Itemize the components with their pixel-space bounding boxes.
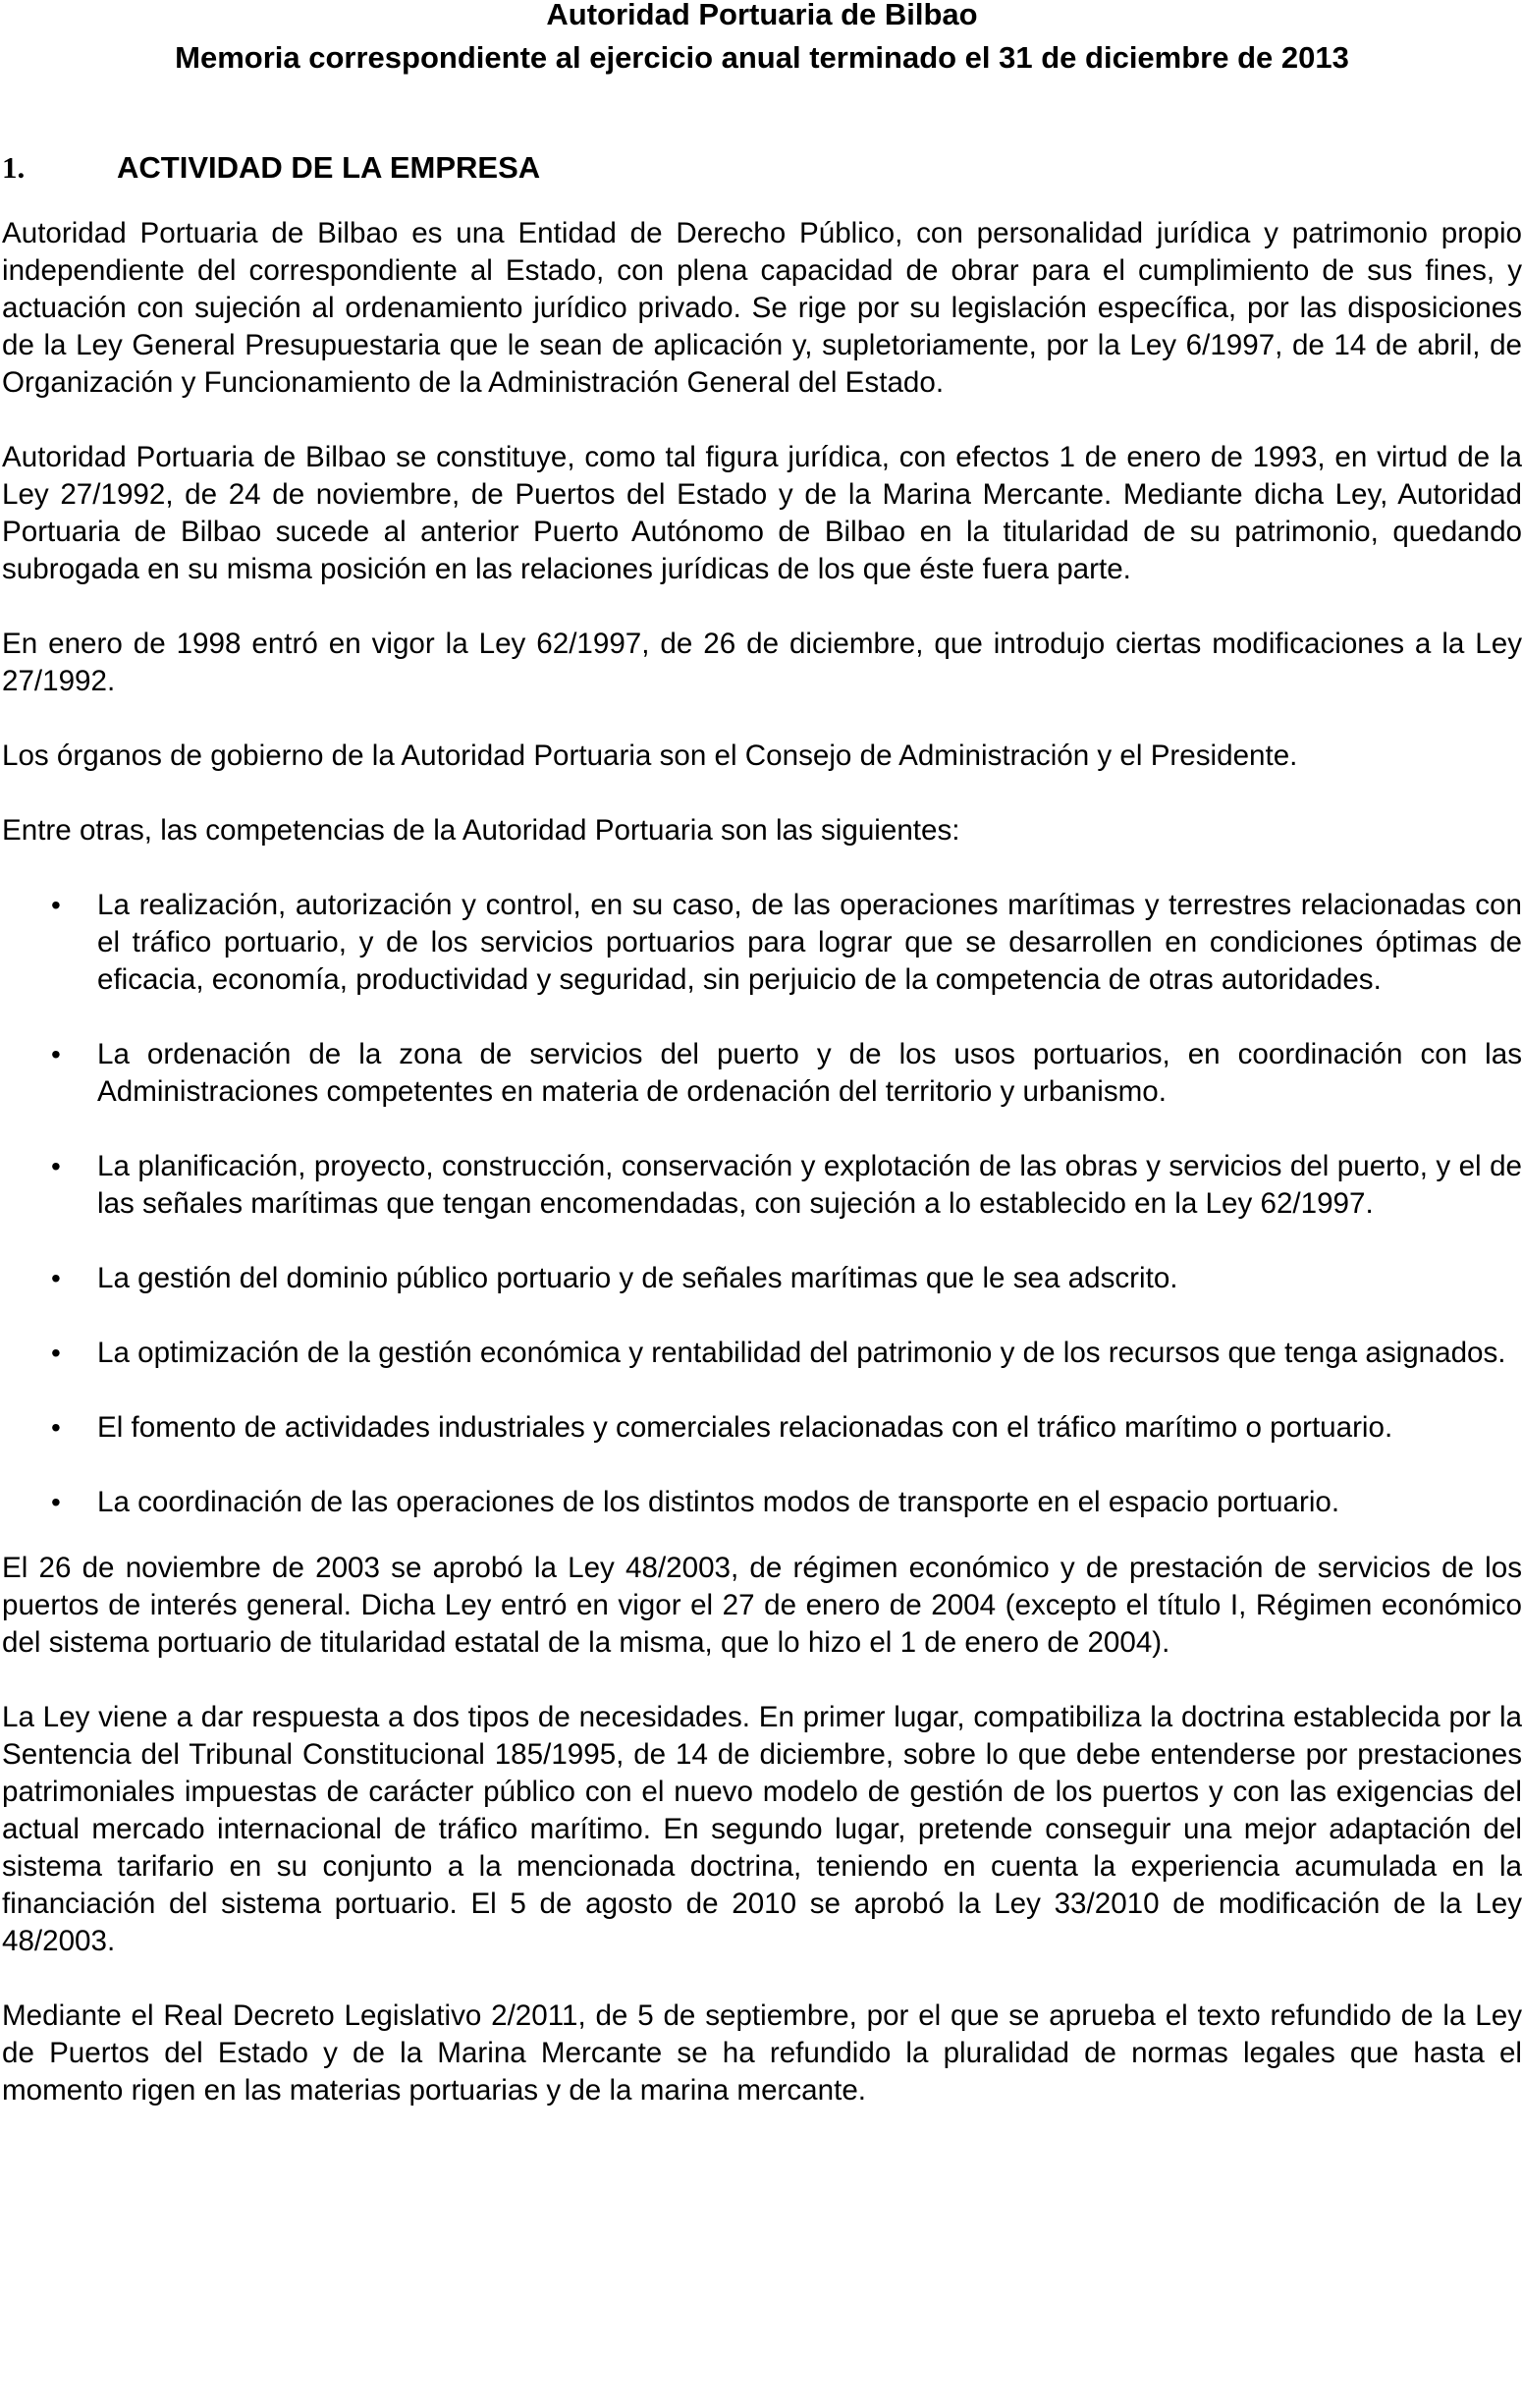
list-item xyxy=(2,1335,1522,1372)
section-heading xyxy=(2,149,1522,187)
paragraph: Autoridad Portuaria de Bilbao se constituye, como tal figura jurídica, con efectos 1 de enero de 1993, en virtud de la Ley 27/1992, de 24 de noviembre, de Puertos del Estado y de la Marina Mercante. Mediante dicha Ley, Autoridad Portuaria de Bilbao sucede al anterior Puerto Autónomo de Bilbao en la titularidad de su patrimonio, quedando subrogada en su misma posición en las relaciones jurídicas de los que éste fuera parte. xyxy=(2,441,1522,585)
document-title: Autoridad Portuaria de Bilbao xyxy=(546,0,978,31)
paragraph: Los órganos de gobierno de la Autoridad Portuaria son el Consejo de Administración y el Presidente. xyxy=(2,739,1298,772)
bullet-icon: • xyxy=(51,1338,61,1368)
document-subtitle: Memoria correspondiente al ejercicio anual terminado el 31 de diciembre de 2013 xyxy=(175,40,1349,75)
paragraph: El 26 de noviembre de 2003 se aprobó la Ley 48/2003, de régimen económico y de prestación de servicios de los puertos de interés general. Dicha Ley entró en vigor el 27 de enero de 2004 (excepto el título I, Régimen económico del sistema portuario de titularidad estatal de la misma, que lo hizo el 1 de enero de 2004). xyxy=(2,1552,1522,1659)
list-item xyxy=(2,1409,1522,1447)
list-item-text: La ordenación de la zona de servicios del puerto y de los usos portuarios, en coordinación con las Administraciones competentes en materia de ordenación del territorio y urbanismo. xyxy=(97,1038,1522,1108)
list-item-text: La coordinación de las operaciones de los distintos modos de transporte en el espacio portuario. xyxy=(97,1486,1340,1518)
bullet-icon: • xyxy=(51,890,61,920)
list-item-text: La gestión del dominio público portuario y de señales marítimas que le sea adscrito. xyxy=(97,1262,1178,1294)
section-title: ACTIVIDAD DE LA EMPRESA xyxy=(117,150,541,185)
list-item xyxy=(2,1036,1522,1111)
list-item xyxy=(2,887,1522,999)
list-item-text: La optimización de la gestión económica y rentabilidad del patrimonio y de los recursos que tenga asignados. xyxy=(97,1337,1506,1369)
section-number: 1. xyxy=(2,150,26,185)
paragraph: Autoridad Portuaria de Bilbao es una Entidad de Derecho Público, con personalidad jurídica y patrimonio propio independiente del correspondiente al Estado, con plena capacidad de obrar para el cumplimiento de sus fines, y actuación con sujeción al ordenamiento jurídico privado. Se rige por su legislación específica, por las disposiciones de la Ley General Presupuestaria que le sean de aplicación y, supletoriamente, por la Ley 6/1997, de 14 de abril, de Organización y Funcionamiento de la Administración General del Estado. xyxy=(2,217,1522,399)
list-item xyxy=(2,1260,1522,1297)
paragraph: La Ley viene a dar respuesta a dos tipos de necesidades. En primer lugar, compatibiliza la doctrina establecida por la Sentencia del Tribunal Constitucional 185/1995, de 14 de diciembre, sobre lo que debe entenderse por prestaciones patrimoniales impuestas de carácter público con el nuevo modelo de gestión de los puertos y con las exigencias del actual mercado internacional de tráfico marítimo. En segundo lugar, pretende conseguir una mejor adaptación del sistema tarifario en su conjunto a la mencionada doctrina, teniendo en cuenta la experiencia acumulada en la financiación del sistema portuario. El 5 de agosto de 2010 se aprobó la Ley 33/2010 de modificación de la Ley 48/2003. xyxy=(2,1701,1522,1957)
list-item xyxy=(2,1484,1522,1521)
list-item xyxy=(2,1148,1522,1223)
paragraph: Entre otras, las competencias de la Autoridad Portuaria son las siguientes: xyxy=(2,814,960,847)
paragraph: Mediante el Real Decreto Legislativo 2/2011, de 5 de septiembre, por el que se aprueba el texto refundido de la Ley de Puertos del Estado y de la Marina Mercante se ha refundido la pluralidad de normas legales que hasta el momento rigen en las materias portuarias y de la marina mercante. xyxy=(2,1999,1522,2107)
bullet-icon: • xyxy=(51,1263,61,1293)
bullet-icon: • xyxy=(51,1412,61,1443)
bullet-icon: • xyxy=(51,1151,61,1181)
competencies-list xyxy=(2,887,1522,1521)
document-content xyxy=(2,0,1522,2109)
list-item-text: La planificación, proyecto, construcción, conservación y explotación de las obras y servicios del puerto, y el de las señales marítimas que tengan encomendadas, con sujeción a lo establecido en la Ley 62/1997. xyxy=(97,1150,1522,1220)
bullet-icon: • xyxy=(51,1039,61,1069)
bullet-icon: • xyxy=(51,1487,61,1517)
list-item-text: El fomento de actividades industriales y comerciales relacionadas con el tráfico marítimo o portuario. xyxy=(97,1411,1393,1444)
list-item-text: La realización, autorización y control, en su caso, de las operaciones marítimas y terrestres relacionadas con el tráfico portuario, y de los servicios portuarios para lograr que se desarrollen en condiciones óptimas de eficacia, economía, productividad y seguridad, sin perjuicio de la competencia de otras autoridades. xyxy=(97,889,1522,996)
paragraph: En enero de 1998 entró en vigor la Ley 62/1997, de 26 de diciembre, que introdujo ciertas modificaciones a la Ley 27/1992. xyxy=(2,628,1522,697)
